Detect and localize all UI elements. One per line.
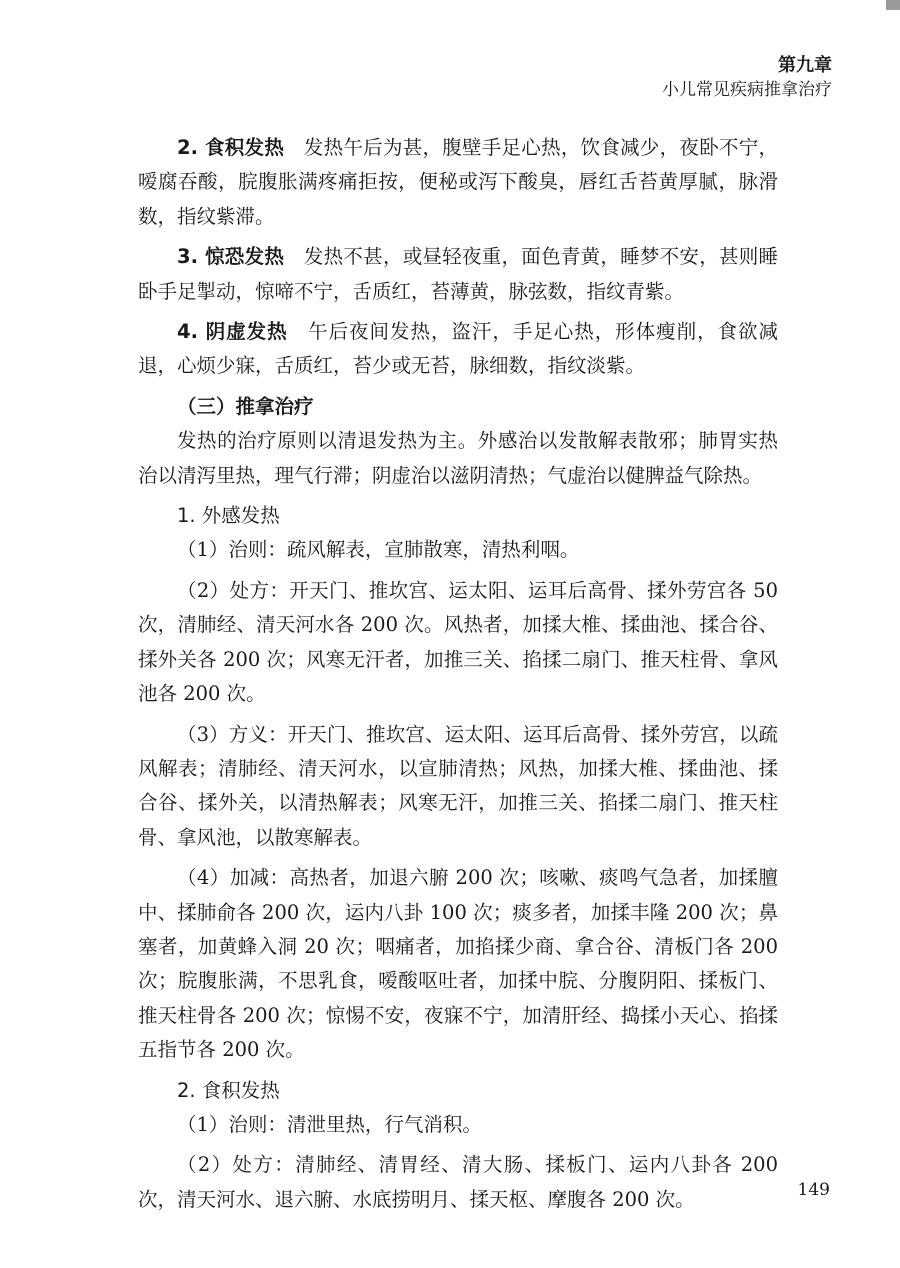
chapter-title: 小儿常见疾病推拿治疗	[662, 80, 832, 100]
page-body	[138, 131, 778, 1217]
paragraph-yin-deficiency-symptoms	[138, 315, 778, 384]
text-food-fever: 发热午后为甚，腹壁手足心热，饮食减少，夜卧不宁，嗳腐吞酸，脘腹胀满疼痛拒按，便秘或泻下酸臭，唇红舌苔黄厚腻，脉滑数，指纹紫滞。	[138, 136, 778, 228]
heading-food-fever: 2. 食积发热	[177, 136, 285, 159]
paragraph-external-modification: （4）加减：高热者，加退六腑 200 次；咳嗽、痰鸣气急者，加揉膻中、揉肺俞各 200 次，运内八卦 100 次；痰多者，加揉丰隆 200 次；鼻塞者，加黄蜂入洞 20 次；咽痛者，加掐揉少商、拿合谷、清板门各 200 次；脘腹胀满，不思乳食，嗳酸呕吐者，加揉中脘、分腹阴阳、揉板门、推天柱骨各 200 次；惊惕不安，夜寐不宁，加清肝经、捣揉小天心、掐揉五指节各 200 次。	[138, 866, 778, 1062]
running-header	[662, 54, 832, 102]
subheading-external-fever: 1. 外感发热	[177, 504, 280, 528]
chapter-number: 第九章	[778, 55, 832, 76]
heading-fright-fever: 3. 惊恐发热	[177, 245, 285, 269]
text-yin-deficiency: 午后夜间发热，盗汗，手足心热，形体瘦削，食欲减退，心烦少寐，舌质红，苔少或无苔，脉细数，指纹淡紫。	[138, 320, 778, 378]
subheading-food-fever: 2. 食积发热	[177, 1078, 280, 1102]
section-heading-massage-treatment: （三）推拿治疗	[177, 394, 314, 418]
heading-yin-deficiency: 4. 阴虚发热	[177, 320, 288, 344]
paragraph-treatment-principle: 发热的治疗原则以清退发热为主。外感治以发散解表散邪；肺胃实热治以清泻里热，理气行滞；阴虚治以滋阴清热；气虚治以健脾益气除热。	[138, 429, 778, 487]
paragraph-food-principle: （1）治则：清泄里热，行气消积。	[177, 1112, 482, 1136]
paragraph-food-prescription: （2）处方：清肺经、清胃经、清大肠、揉板门、运内八卦各 200 次，清天河水、退六腑、水底捞明月、揉天枢、摩腹各 200 次。	[138, 1153, 778, 1211]
paragraph-external-prescription: （2）处方：开天门、推坎宫、运太阳、运耳后高骨、揉外劳宫各 50 次，清肺经、清天河水各 200 次。风热者，加揉大椎、揉曲池、揉合谷、揉外关各 200 次；风寒无汗者，加推三关、掐揉二扇门、推天柱骨、拿风池各 200 次。	[138, 578, 778, 706]
paragraph-food-fever-symptoms	[138, 131, 778, 234]
paragraph-external-rationale: （3）方义：开天门、推坎宫、运太阳、运耳后高骨、揉外劳宫，以疏风解表；清肺经、清天河水，以宣肺清热；风热，加揉大椎、揉曲池、揉合谷、揉外关，以清热解表；风寒无汗，加推三关、掐揉二扇门、推天柱骨、拿风池，以散寒解表。	[138, 722, 778, 849]
paragraph-fright-fever-symptoms	[138, 240, 778, 309]
corner-tab-mark	[886, 0, 900, 10]
paragraph-external-principle: （1）治则：疏风解表，宣肺散寒，清热利咽。	[177, 538, 580, 562]
page-number: 149	[797, 1180, 830, 1200]
text-fright-fever: 发热不甚，或昼轻夜重，面色青黄，睡梦不安，甚则睡卧手足掣动，惊啼不宁，舌质红，苔薄黄，脉弦数，指纹青紫。	[138, 245, 778, 303]
